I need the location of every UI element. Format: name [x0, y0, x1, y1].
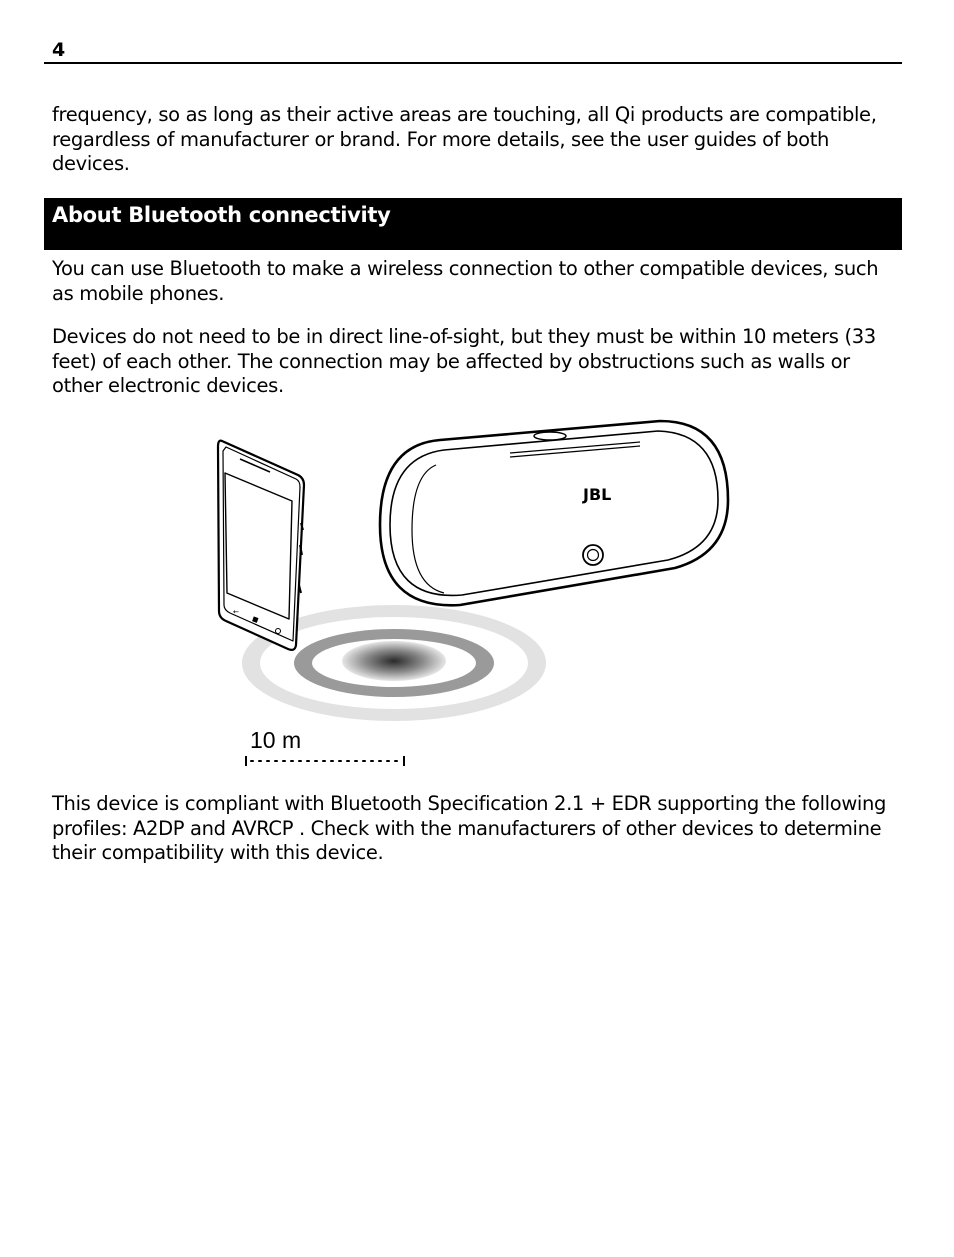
intro-paragraph: frequency, so as long as their active areas are touching, all Qi products are compatible, regardless of manufacturer or brand. For more details, see the user guides of both devices. [52, 103, 877, 175]
svg-text:←: ← [233, 608, 239, 616]
section-header-bar [44, 198, 902, 250]
bluetooth-range-illustration [200, 405, 740, 775]
section-title: About Bluetooth connectivity [52, 203, 391, 227]
paragraph-range: Devices do not need to be in direct line-of-sight, but they must be within 10 meters (33 feet) of each other. The connection may be affected by obstructions such as walls or other electronic devices. [52, 325, 876, 397]
smartphone-icon [218, 441, 304, 650]
range-scale [246, 727, 404, 766]
page-number: 4 [52, 39, 66, 61]
range-label: 10 m [250, 727, 302, 753]
speaker-icon [380, 421, 728, 605]
paragraph-bluetooth-intro: You can use Bluetooth to make a wireless connection to other compatible devices, such as mobile phones. [52, 257, 879, 305]
paragraph-compliance: This device is compliant with Bluetooth Specification 2.1 + EDR supporting the following profiles: A2DP and AVRCP . Check with the manufacturers of other devices to determine their compatibility with this device. [52, 792, 887, 864]
header-divider [44, 62, 902, 64]
speaker-brand-logo: JBL [583, 485, 612, 504]
